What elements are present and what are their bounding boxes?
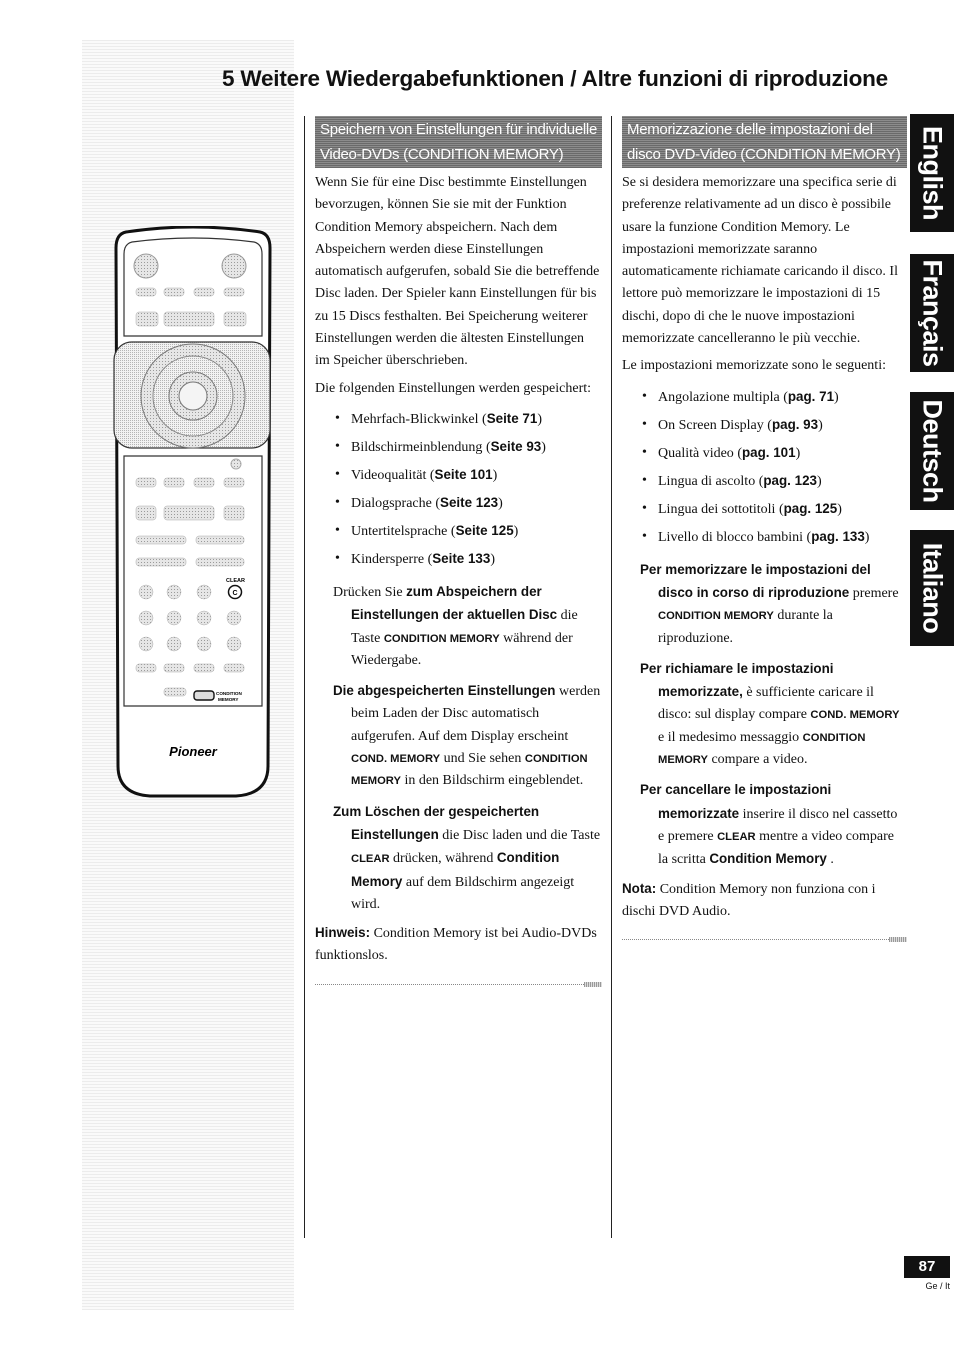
list-item: • On Screen Display (pag. 93): [638, 411, 907, 439]
list-item: • Dialogsprache (Seite 123): [331, 489, 602, 517]
italian-intro: Se si desidera memorizzare una specifica serie di preferenze relativamente ad un disco è possibile usare la funzione Condition Memory. Le impostazioni memorizzate saranno automaticamente richiamate caricando il disco. Il lettore può memorizzare le impostazioni di 15 dischi, dopo di che le nuove impostazioni memorizzate cancelleranno le più vecchie.: [622, 175, 898, 347]
german-step-clear: Zum Löschen der gespeicherten Einstellungen die Disc laden und die Taste CLEAR drücken, während Condition Memory auf dem Bildschirm angezeigt wird.: [333, 803, 601, 912]
german-step-save: Drücken Sie zum Abspeichern der Einstellungen der aktuellen Disc die Taste CONDITION MEMORY während der Wiedergabe.: [333, 583, 578, 668]
page-language-code: Ge / It: [925, 1281, 950, 1291]
tab-deutsch[interactable]: Deutsch: [910, 392, 954, 510]
italian-step-save: Per memorizzare le impostazioni del disco in corso di riproduzione premere CONDITION MEMORY durante la riproduzione.: [640, 561, 899, 646]
german-note: Hinweis: Condition Memory ist bei Audio-DVDs funktionslos.: [315, 925, 597, 964]
column-rule-middle: [611, 116, 612, 1238]
italian-step-clear: Per cancellare le impostazioni memorizzate inserire il disco nel cassetto e premere CLEAR mentre a video compare la scritta Condition Memory .: [640, 782, 898, 868]
list-item: • Angolazione multipla (pag. 71): [638, 383, 907, 411]
german-settings-list: [315, 405, 602, 573]
clear-label: CLEAR: [226, 578, 245, 584]
german-intro: Wenn Sie für eine Disc bestimmte Einstellungen bevorzugen, können Sie sie mit der Funktion Condition Memory abspeichern. Nach dem Abspeichern werden diese Einstellungen automatisch aufgerufen, sobald Sie die betreffende Disc laden. Der Spieler kann Einstellungen für bis zu 15 Discs festhalten. Bei Speicherung weiterer Einstellungen werden die ältesten Einstellungen im Speicher überschrieben.: [315, 175, 600, 369]
page-title: 5 Weitere Wiedergabefunktionen / Altre funzioni di riproduzione: [222, 66, 888, 91]
column-rule-left: [304, 116, 305, 1238]
tab-english[interactable]: English: [910, 114, 954, 232]
list-item: • Mehrfach-Blickwinkel (Seite 71): [331, 405, 602, 433]
page-number: 87: [904, 1256, 950, 1278]
list-item: • Videoqualität (Seite 101): [331, 461, 602, 489]
list-item: • Bildschirmeinblendung (Seite 93): [331, 433, 602, 461]
condition-memory-key: [194, 691, 214, 700]
italian-heading: Memorizzazione delle impostazioni del disco DVD-Video (CONDITION MEMORY): [622, 116, 907, 168]
tab-francais[interactable]: Français: [910, 254, 954, 372]
list-item: • Qualità video (pag. 101): [638, 439, 907, 467]
german-end-rule: [315, 984, 602, 986]
list-item: • Kindersperre (Seite 133): [331, 545, 602, 573]
condition-label: CONDITION: [216, 691, 242, 696]
italian-end-rule: [622, 939, 907, 941]
pioneer-logo: Pioneer: [169, 744, 217, 759]
italian-step-recall: Per richiamare le impostazioni memorizzate, è sufficiente caricare il disco: sul display compare COND. MEMORY e il medesimo messaggio CONDITION MEMORY compare a video.: [640, 660, 900, 768]
remote-control-illustration: [108, 226, 278, 804]
german-step-recall: Die abgespeicherten Einstellungen werden beim Laden der Disc automatisch aufgerufen. Auf dem Display erscheint COND. MEMORY und Sie sehen CONDITION MEMORY in den Bildschirm eingeblendet.: [333, 683, 601, 789]
clear-key-glyph: C: [232, 590, 238, 597]
list-item: • Lingua dei sottotitoli (pag. 125): [638, 495, 907, 523]
german-column: [315, 116, 602, 986]
list-item: • Untertitelsprache (Seite 125): [331, 517, 602, 545]
italian-settings-list: [622, 383, 907, 551]
tab-italiano[interactable]: Italiano: [910, 530, 954, 646]
memory-label: MEMORY: [218, 697, 239, 702]
list-item: • Lingua di ascolto (pag. 123): [638, 467, 907, 495]
italian-list-intro: Le impostazioni memorizzate sono le seguenti:: [622, 358, 886, 374]
italian-note: Nota: Condition Memory non funziona con i dischi DVD Audio.: [622, 880, 876, 919]
italian-column: [622, 116, 907, 941]
german-list-intro: Die folgenden Einstellungen werden gespeichert:: [315, 380, 592, 396]
german-heading: Speichern von Einstellungen für individuelle Video-DVDs (CONDITION MEMORY): [315, 116, 602, 168]
list-item: • Livello di blocco bambini (pag. 133): [638, 523, 907, 551]
